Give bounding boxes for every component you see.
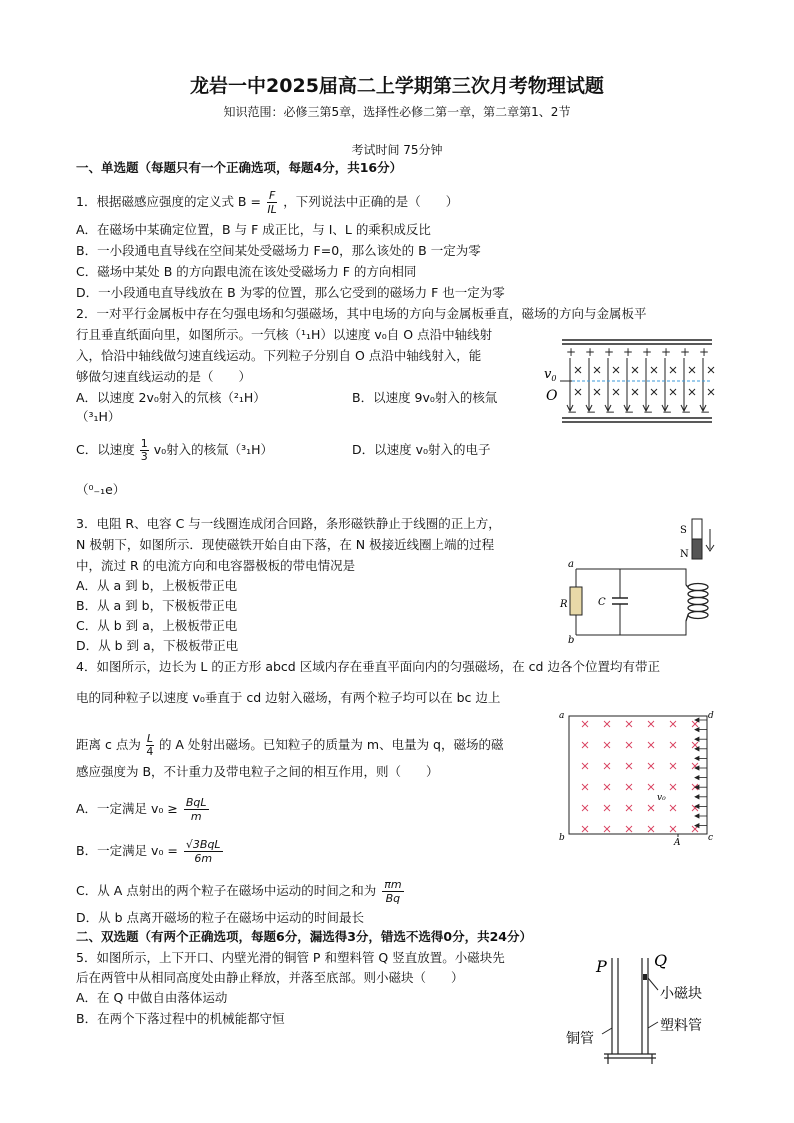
q4-option-a: [76, 796, 211, 823]
q1-option-d: D．一小段通电直导线放在 B 为零的位置，那么它受到的磁场力 F 也一定为零: [76, 285, 505, 300]
q3-fig-c: C: [598, 597, 606, 608]
q4-b-pre: B．一定满足 v₀ =: [76, 843, 178, 858]
q2-c-frac-num: 1: [140, 437, 148, 450]
q3-line1: 3．电阻 R、电容 C 与一线圈连成闭合回路，条形磁铁静止于线圈的正上方，: [76, 516, 501, 531]
coil-turn: [688, 612, 708, 619]
velocity-arrowhead: [695, 737, 699, 741]
q5-option-a: A．在 Q 中做自由落体运动: [76, 990, 228, 1005]
q2-figure: [540, 332, 720, 428]
velocity-arrowhead: [695, 756, 699, 760]
plus-sign: +: [661, 345, 672, 359]
q2-line4: 够做匀速直线运动的是（ ）: [76, 369, 252, 384]
q1-frac-den: IL: [267, 203, 277, 216]
section-single: 一、单选题（每题只有一个正确选项，每题4分，共16分）: [76, 160, 403, 175]
q4-fig-d: d: [708, 711, 714, 721]
q3-fig-n: N: [680, 549, 689, 560]
q3-fig-r: R: [560, 599, 568, 610]
q4-a-den: m: [190, 810, 202, 823]
q2-line2: 行且垂直纸面向里，如图所示。一氕核（¹₁H）以速度 v₀自 O 点沿中轴线射: [76, 327, 493, 342]
velocity-arrowhead: [695, 747, 699, 751]
q5-line1: 5．如图所示，上下开口、内壁光滑的铜管 P 和塑料管 Q 竖直放置。小磁块先: [76, 950, 505, 965]
q3-fig-b: b: [568, 635, 575, 646]
q1-stem: [76, 189, 458, 216]
q5-fig-p: P: [596, 957, 607, 976]
q1-option-a: A．在磁场中某确定位置，B 与 F 成正比，与 I、L 的乘积成反比: [76, 222, 431, 237]
q4-c-pre: C．从 A 点射出的两个粒子在磁场中运动的时间之和为: [76, 883, 377, 898]
minus-sign: −: [700, 405, 711, 419]
q3-figure: [558, 515, 718, 646]
minus-sign: −: [643, 405, 654, 419]
q4-line3: [76, 733, 504, 758]
q4-line4: 感应强度为 B，不计重力及带电粒子之间的相互作用，则（ ）: [76, 764, 439, 779]
q3-option-d: D．从 b 到 a，下极板带正电: [76, 638, 239, 653]
q4-fig-a: a: [559, 711, 565, 721]
q4-frac-den: 4: [146, 745, 154, 758]
plus-sign: +: [604, 345, 615, 359]
exam-time: 考试时间 75分钟: [351, 143, 443, 157]
coil-turn: [688, 605, 708, 612]
q3-option-a: A．从 a 到 b，上极板带正电: [76, 578, 238, 593]
q1-option-b: B．一小段通电直导线在空间某处受磁场力 F=0，那么该处的 B 一定为零: [76, 243, 481, 258]
minus-sign: −: [605, 405, 616, 419]
q4-line3-a: 距离 c 点为: [76, 737, 141, 752]
q2-option-b: B．以速度 9v₀射入的核氚: [352, 390, 498, 405]
plus-sign: +: [642, 345, 653, 359]
q4-c-num: πm: [384, 878, 402, 891]
velocity-arrowhead: [695, 814, 699, 818]
q5-option-b: B．在两个下落过程中的机械能都守恒: [76, 1011, 285, 1026]
plus-sign: +: [699, 345, 710, 359]
q4-line3-b: 的 A 处射出磁场。已知粒子的质量为 m、电量为 q，磁场的磁: [158, 737, 504, 752]
q5-fig-q: Q: [654, 951, 668, 970]
q4-line2: 电的同种粒子以速度 v₀垂直于 cd 边射入磁场，有两个粒子均可以在 bc 边上: [76, 690, 501, 705]
q1-option-c: C．磁场中某处 B 的方向跟电流在该处受磁场力 F 的方向相同: [76, 264, 417, 279]
q3-line2: N 极朝下，如图所示．现使磁铁开始自由下落，在 N 极接近线圈上端的过程: [76, 537, 495, 552]
q5-fig-plastic: 塑料管: [660, 1018, 702, 1034]
minus-sign: −: [681, 405, 692, 419]
q1-frac-num: F: [268, 189, 276, 202]
q4-line1: 4．如图所示，边长为 L 的正方形 abcd 区域内存在垂直平面向内的匀强磁场，在 cd 边各个位置均有带正: [76, 659, 660, 674]
q2-option-d-cont: （⁰₋₁e）: [76, 482, 126, 497]
q3-option-b: B．从 a 到 b，下极板带正电: [76, 598, 238, 613]
plus-sign: +: [566, 345, 577, 359]
q4-frac-num: L: [146, 732, 153, 745]
q1-stem-a: 1．根据磁感应强度的定义式 B =: [76, 194, 261, 209]
q2-option-a-cont: （³₁H）: [76, 409, 121, 424]
q4-b-num: √3BqL: [185, 838, 221, 851]
velocity-arrowhead: [695, 795, 699, 799]
coil-turn: [688, 584, 708, 591]
page-title: 龙岩一中2025届高二上学期第三次月考物理试题: [190, 75, 604, 97]
q5-fig-copper: 铜管: [566, 1031, 594, 1047]
q4-fig-v0: v₀: [657, 793, 666, 803]
q4-b-den: 6m: [194, 852, 213, 865]
q5-fig-magnet: 小磁块: [660, 986, 702, 1002]
q2-option-c-pre: C．以速度: [76, 442, 135, 457]
q2-fig-o: O: [546, 388, 558, 404]
velocity-arrowhead: [695, 728, 699, 732]
q2-line3: 入，恰沿中轴线做匀速直线运动。下列粒子分别自 O 点沿中轴线射入，能: [76, 348, 482, 363]
q1-stem-b: ，下列说法中正确的是（ ）: [283, 194, 459, 209]
plus-sign: +: [585, 345, 596, 359]
velocity-arrowhead: [695, 824, 699, 828]
q4-option-d: D．从 b 点离开磁场的粒子在磁场中运动的时间最长: [76, 910, 365, 925]
minus-sign: −: [586, 405, 597, 419]
q2-line1: 2．一对平行金属板中存在匀强电场和匀强磁场，其中电场的方向与金属板垂直，磁场的方向与金属板平: [76, 306, 647, 321]
plus-sign: +: [623, 345, 634, 359]
q3-option-c: C．从 b 到 a，上极板带正电: [76, 618, 238, 633]
q4-option-c: [76, 878, 406, 905]
q2-option-c: [76, 438, 273, 463]
q5-figure: [560, 950, 730, 1065]
q2-c-frac-den: 3: [140, 450, 148, 463]
q2-option-c-post: v₀射入的核氚（³₁H）: [153, 442, 274, 457]
velocity-arrowhead: [695, 718, 699, 722]
q4-c-den: Bq: [385, 892, 401, 905]
q4-a-pre: A．一定满足 v₀ ≥: [76, 801, 178, 816]
q3-fig-s: S: [680, 525, 687, 536]
q5-line2: 后在两管中从相同高度处由静止释放，并落至底部。则小磁块（ ）: [76, 970, 464, 985]
scope-subtitle: 知识范围：必修三第5章，选择性必修二第一章，第二章第1、2节: [223, 105, 571, 119]
q2-option-a: A．以速度 2v₀射入的氘核（²₁H）: [76, 390, 266, 405]
q4-fig-b: b: [559, 833, 565, 843]
q2-fig-v0: $v_0$: [544, 367, 557, 383]
q4-fig-c: c: [708, 833, 714, 843]
q4-option-b: [76, 838, 225, 865]
coil-turn: [688, 591, 708, 598]
q4-fig-A: A: [674, 838, 681, 848]
minus-sign: −: [662, 405, 673, 419]
q4-a-num: BqL: [185, 796, 207, 809]
q2-option-d: D．以速度 v₀射入的电子: [352, 442, 491, 457]
velocity-arrowhead: [695, 776, 699, 780]
q3-fig-a: a: [568, 559, 574, 570]
plus-sign: +: [680, 345, 691, 359]
coil-turn: [688, 598, 708, 605]
minus-sign: −: [624, 405, 635, 419]
q3-line3: 中，流过 R 的电流方向和电容器极板的带电情况是: [76, 558, 356, 573]
section-double: 二、双选题（有两个正确选项，每题6分，漏选得3分，错选不选得0分，共24分）: [76, 929, 532, 944]
q4-figure: [555, 706, 717, 846]
minus-sign: −: [567, 405, 578, 419]
